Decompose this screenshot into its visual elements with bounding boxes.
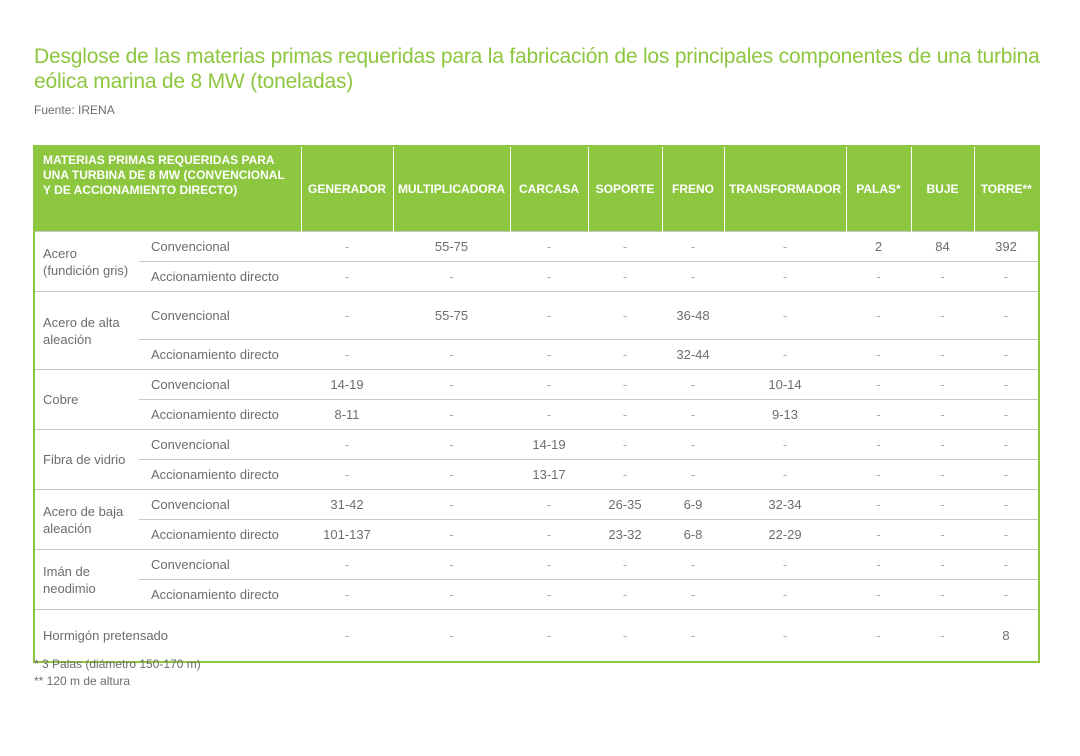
drive-type-label: Accionamiento directo [139,580,301,610]
table-cell: - [846,370,911,400]
table-cell: - [588,370,662,400]
column-header: BUJE [911,146,974,232]
table-cell: - [510,610,588,663]
column-header: PALAS* [846,146,911,232]
table-cell: - [974,460,1039,490]
drive-type-label: Accionamiento directo [139,460,301,490]
table-cell: - [510,262,588,292]
table-row [34,580,1039,610]
column-header: FRENO [662,146,724,232]
table-cell: - [911,490,974,520]
table-row [34,262,1039,292]
table-cell: - [510,580,588,610]
table-cell: - [301,550,393,580]
table-row [34,460,1039,490]
table-cell: - [846,340,911,370]
table-cell: - [911,370,974,400]
material-label: Acero de baja aleación [34,490,139,550]
table-cell: - [724,232,846,262]
table-cell: - [724,340,846,370]
table-cell: - [393,460,510,490]
table-cell: - [588,262,662,292]
table-cell: - [911,400,974,430]
table-cell: - [301,340,393,370]
table-body [34,232,1039,663]
table-cell: - [301,430,393,460]
table-cell: 9-13 [724,400,846,430]
table-cell: 2 [846,232,911,262]
table-cell: - [724,262,846,292]
table-cell: - [393,262,510,292]
table-cell: - [393,400,510,430]
drive-type-label: Accionamiento directo [139,340,301,370]
table-cell: - [393,340,510,370]
column-header: MULTIPLICADORA [393,146,510,232]
table-cell: - [846,520,911,550]
table-cell: - [974,370,1039,400]
table-cell: - [911,580,974,610]
table-cell: 32-44 [662,340,724,370]
table-cell: - [724,460,846,490]
table-cell: - [393,370,510,400]
table-cell: - [846,430,911,460]
materials-table [33,145,1040,663]
table-cell: - [662,550,724,580]
table-cell: 55-75 [393,292,510,340]
corner-header: MATERIAS PRIMAS REQUERIDAS PARA UNA TURBINA DE 8 MW (CONVENCIONAL Y DE ACCIONAMIENTO DIRECTO) [34,146,301,232]
material-label: Cobre [34,370,139,430]
table-cell: - [510,520,588,550]
table-cell: - [974,550,1039,580]
material-label: Acero de alta aleación [34,292,139,370]
footnote: * 3 Palas (diámetro 150-170 m) [34,657,201,671]
table-cell: - [846,292,911,340]
table-cell: - [393,610,510,663]
table-cell: - [724,550,846,580]
table-cell: 10-14 [724,370,846,400]
table-cell: - [588,340,662,370]
column-header: TORRE** [974,146,1039,232]
table-cell: - [662,232,724,262]
table-row [34,292,1039,340]
table-cell: - [588,460,662,490]
column-header: SOPORTE [588,146,662,232]
table-cell: - [301,580,393,610]
table-cell: - [662,460,724,490]
table-cell: 26-35 [588,490,662,520]
table-cell: - [724,430,846,460]
table-row [34,610,1039,663]
table-cell: - [662,610,724,663]
drive-type-label: Convencional [139,550,301,580]
table-cell: - [393,550,510,580]
column-header: CARCASA [510,146,588,232]
table-cell: 55-75 [393,232,510,262]
table-row [34,370,1039,400]
table-cell: - [846,580,911,610]
table-row [34,232,1039,262]
table-cell: - [588,550,662,580]
material-label: Imán de neodimio [34,550,139,610]
table-row [34,400,1039,430]
table-cell: - [662,400,724,430]
table-cell: - [846,460,911,490]
drive-type-label: Accionamiento directo [139,262,301,292]
table-cell: - [974,430,1039,460]
table-row [34,340,1039,370]
table-cell: - [510,340,588,370]
table-cell: - [846,490,911,520]
table-cell: - [588,610,662,663]
drive-type-label: Convencional [139,292,301,340]
table-cell: - [911,550,974,580]
table-cell: - [974,340,1039,370]
table-cell: - [588,430,662,460]
table-cell: - [911,262,974,292]
table-cell: - [510,490,588,520]
table-cell: - [846,400,911,430]
table-cell: - [974,262,1039,292]
page-title: Desglose de las materias primas requeridas para la fabricación de los principales componentes de una turbina eólica marina de 8 MW (toneladas) [34,45,1040,93]
table-cell: 84 [911,232,974,262]
material-label: Fibra de vidrio [34,430,139,490]
table-cell: - [911,460,974,490]
table-cell: - [510,400,588,430]
footnotes [34,656,201,690]
table-cell: 14-19 [510,430,588,460]
table-cell: - [974,580,1039,610]
footnote: ** 120 m de altura [34,674,131,688]
table-cell: 8-11 [301,400,393,430]
material-label: Hormigón pretensado [34,610,301,663]
table-cell: - [911,340,974,370]
table-row [34,430,1039,460]
table-cell: - [662,370,724,400]
table-cell: - [301,292,393,340]
table-cell: 392 [974,232,1039,262]
material-label: Acero (fundición gris) [34,232,139,292]
table-cell: 22-29 [724,520,846,550]
table-cell: - [911,292,974,340]
table-row [34,490,1039,520]
table-cell: - [301,610,393,663]
table-cell: 32-34 [724,490,846,520]
column-header: TRANSFORMADOR [724,146,846,232]
table-cell: - [588,292,662,340]
table-cell: - [588,580,662,610]
table-cell: - [974,292,1039,340]
table-cell: 23-32 [588,520,662,550]
table-cell: - [911,430,974,460]
table-cell: - [662,580,724,610]
table-cell: - [974,490,1039,520]
table-cell: - [588,400,662,430]
table-cell: 6-9 [662,490,724,520]
table-cell: - [724,580,846,610]
table-cell: - [393,520,510,550]
table-cell: - [510,550,588,580]
table-cell: - [911,520,974,550]
drive-type-label: Accionamiento directo [139,520,301,550]
table-header-row [34,146,1039,232]
table-cell: - [393,430,510,460]
table-cell: - [393,490,510,520]
table-cell: - [911,610,974,663]
table-cell: 31-42 [301,490,393,520]
table-cell: - [301,232,393,262]
source-label: Fuente: IRENA [34,103,115,117]
table-cell: 36-48 [662,292,724,340]
table-cell: - [393,580,510,610]
table-cell: - [510,232,588,262]
drive-type-label: Convencional [139,370,301,400]
table-cell: - [510,292,588,340]
table-cell: - [846,610,911,663]
table-cell: - [301,262,393,292]
table-cell: 8 [974,610,1039,663]
drive-type-label: Accionamiento directo [139,400,301,430]
drive-type-label: Convencional [139,430,301,460]
drive-type-label: Convencional [139,232,301,262]
table-cell: 13-17 [510,460,588,490]
table-cell: 6-8 [662,520,724,550]
table-cell: - [974,520,1039,550]
table-cell: - [662,262,724,292]
table-cell: - [846,262,911,292]
table-cell: 14-19 [301,370,393,400]
table-cell: - [974,400,1039,430]
table-row [34,520,1039,550]
drive-type-label: Convencional [139,490,301,520]
table-cell: - [724,610,846,663]
table-cell: - [510,370,588,400]
table-cell: - [724,292,846,340]
table-cell: - [588,232,662,262]
column-header: GENERADOR [301,146,393,232]
table-cell: 101-137 [301,520,393,550]
table-cell: - [846,550,911,580]
table-row [34,550,1039,580]
table-cell: - [662,430,724,460]
table-cell: - [301,460,393,490]
